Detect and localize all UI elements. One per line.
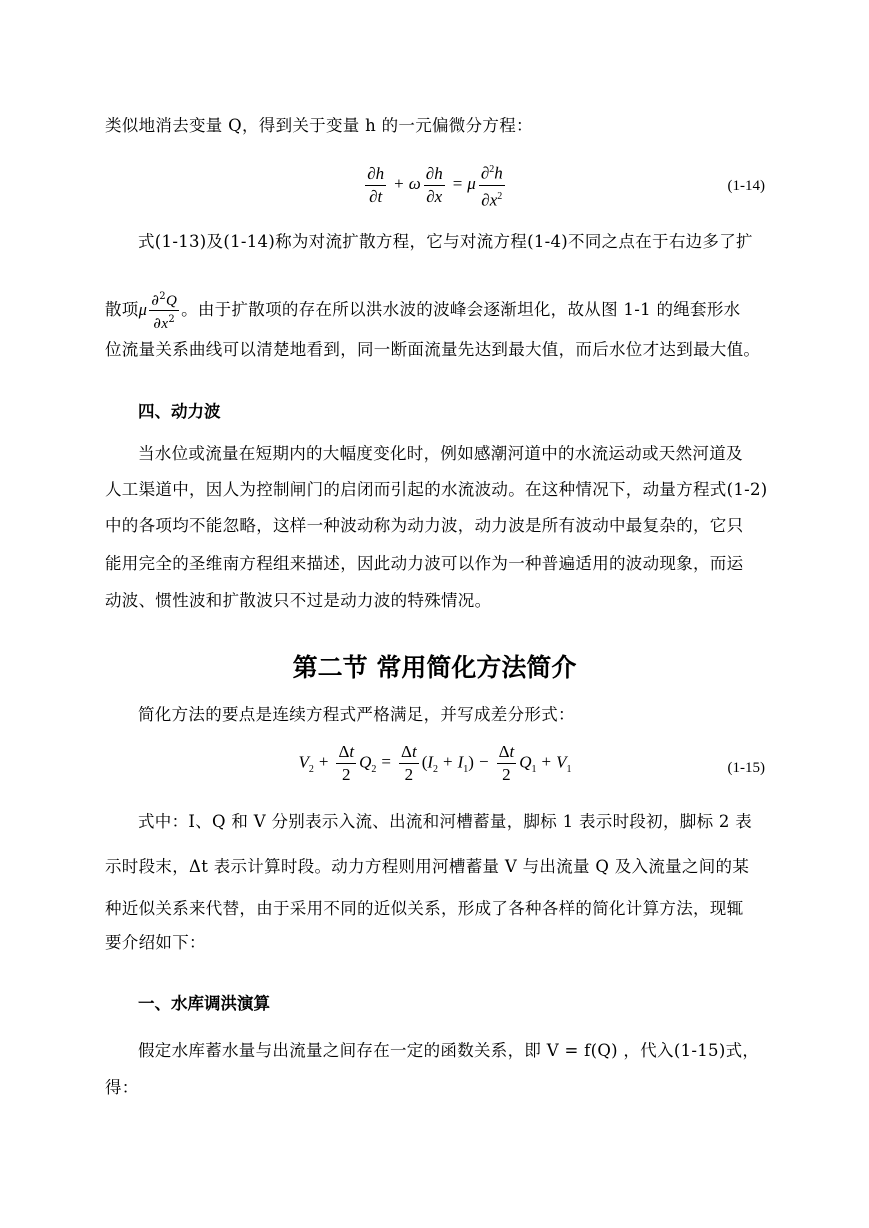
paragraph-line: 种近似关系来代替，由于采用不同的近似关系，形成了各种各样的简化计算方法，现辄 [105,899,744,918]
paragraph-line: 能用完全的圣维南方程组来描述，因此动力波可以作为一种普遍适用的波动现象，而运 [105,554,744,573]
section-heading: 一、水库调洪演算 [138,994,270,1013]
paragraph-line: 得： [105,1078,139,1097]
paragraph-line: 人工渠道中，因人为控制闸门的启闭而引起的水流波动。在这种情况下，动量方程式(1-2) [105,480,768,499]
equation-number: (1-15) [727,760,765,776]
equation-1-15 [105,742,765,798]
paragraph-line: 散项μ $\frac{\partial^2Q}{\partial x^2}$ 。由于扩散项的存在所以洪水波的波峰会逐渐坦化，故从图 1-1 的绳套形水 [105,288,765,333]
paragraph-line: 当水位或流量在短期内的大幅度变化时，例如感潮河道中的水流运动或天然河道及 [138,444,743,463]
equation-1-14-formula: $\frac{\partial h}{\partial t}$ + ω $\frac{\partial h}{\partial x}$ = μ $\frac{\partial^2h}{\partial x^2}$ [105,160,765,210]
equation-number: (1-14) [727,178,765,194]
paragraph-line: 式中：I、Q 和 V 分别表示入流、出流和河槽蓄量，脚标 1 表示时段初，脚标 2 表 [138,812,753,831]
chapter-section-title: 第二节 常用简化方法简介 [292,653,577,682]
paragraph-line: 假定水库蓄水量与出流量之间存在一定的函数关系，即 V = f(Q) ，代入(1-15)式， [138,1041,760,1060]
equation-1-14 [105,160,765,216]
equation-1-15-formula: $V_2$ + $\frac{\Delta t}{2}$ $Q_2$ = $\frac{\Delta t}{2}$ $(I_2 + I_1)$ − $\frac{\Delta t}{2}$ $Q_1 + V_1$ [298,742,572,784]
intro-line: 类似地消去变量 Q，得到关于变量 h 的一元偏微分方程： [105,116,533,135]
paragraph-line: 示时段末，Δt 表示计算时段。动力方程则用河槽蓄量 V 与出流量 Q 及入流量之间的某 [105,857,750,876]
paragraph-line: 式(1-13)及(1-14)称为对流扩散方程，它与对流方程(1-4)不同之点在于右边多了扩 [138,232,753,251]
paragraph-line: 中的各项均不能忽略，这样一种波动称为动力波，动力波是所有波动中最复杂的，它只 [105,516,744,535]
paragraph-line: 要介绍如下： [105,933,206,952]
paragraph-line: 动波、惯性波和扩散波只不过是动力波的特殊情况。 [105,591,492,610]
paragraph-line: 简化方法的要点是连续方程式严格满足，并写成差分形式： [138,705,575,724]
diffusion-term-fraction: $\frac{\partial^2Q}{\partial x^2}$ [149,288,179,333]
paragraph-line: 位流量关系曲线可以清楚地看到，同一断面流量先达到最大值，而后水位才达到最大值。 [105,340,761,359]
text-fragment: 散项 [105,300,139,319]
section-heading: 四、动力波 [138,402,221,421]
text-fragment: 。由于扩散项的存在所以洪水波的波峰会逐渐坦化，故从图 1-1 的绳套形水 [181,300,741,319]
